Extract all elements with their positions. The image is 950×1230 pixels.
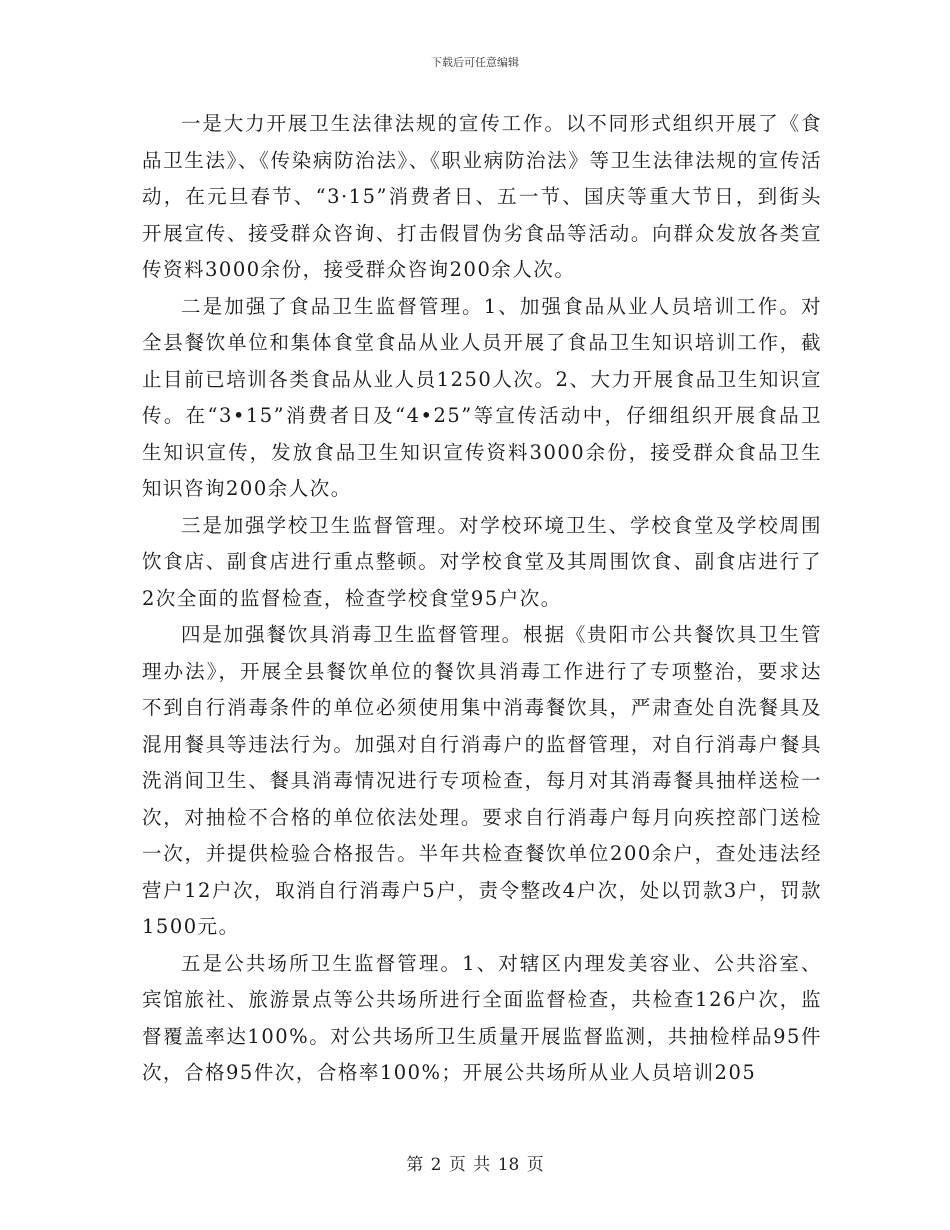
paragraph-1: 一是大力开展卫生法律法规的宣传工作。以不同形式组织开展了《食品卫生法》、《传染病防治法》、《职业病防治法》等卫生法律法规的宣传活动，在元旦春节、“3·15”消费者日、五一节、国庆等重大节日，到街头开展宣传、接受群众咨询、打击假冒伪劣食品等活动。向群众发放各类宣传资料3000余份，接受群众咨询200余人次。 xyxy=(142,112,822,281)
paragraph-2: 二是加强了食品卫生监督管理。1、加强食品从业人员培训工作。对全县餐饮单位和集体食堂食品从业人员开展了食品卫生知识培训工作，截止目前已培训各类食品从业人员1250人次。2、大力开展食品卫生知识宣传。在“3•15”消费者日及“4•25”等宣传活动中，仔细组织开展食品卫生知识宣传，发放食品卫生知识宣传资料3000余份，接受群众食品卫生知识咨询200余人次。 xyxy=(142,294,822,500)
paragraph-3: 三是加强学校卫生监督管理。对学校环境卫生、学校食堂及学校周围饮食店、副食店进行重点整顿。对学校食堂及其周围饮食、副食店进行了2次全面的监督检查，检查学校食堂95户次。 xyxy=(142,513,822,610)
paragraph-5: 五是公共场所卫生监督管理。1、对辖区内理发美容业、公共浴室、宾馆旅社、旅游景点等公共场所进行全面监督检查，共检查126户次，监督覆盖率达100%。对公共场所卫生质量开展监督监测，共抽检样品95件次，合格95件次，合格率100%；开展公共场所从业人员培训205 xyxy=(142,951,822,1084)
paragraph-4: 四是加强餐饮具消毒卫生监督管理。根据《贵阳市公共餐饮具卫生管理办法》，开展全县餐饮单位的餐饮具消毒工作进行了专项整治，要求达不到自行消毒条件的单位必须使用集中消毒餐饮具，严肃查处自洗餐具及混用餐具等违法行为。加强对自行消毒户的监督管理，对自行消毒户餐具洗消间卫生、餐具消毒情况进行专项检查，每月对其消毒餐具抽样送检一次，对抽检不合格的单位依法处理。要求自行消毒户每月向疾控部门送检一次，并提供检验合格报告。半年共检查餐饮单位200余户，查处违法经营户12户次，取消自行消毒户5户，责令整改4户次，处以罚款3户，罚款1500元。 xyxy=(142,623,822,938)
document-body xyxy=(142,106,822,1092)
page-number-footer: 第 2 页 共 18 页 xyxy=(406,1155,544,1175)
page-header: 下载后可任意编辑 xyxy=(431,56,519,69)
